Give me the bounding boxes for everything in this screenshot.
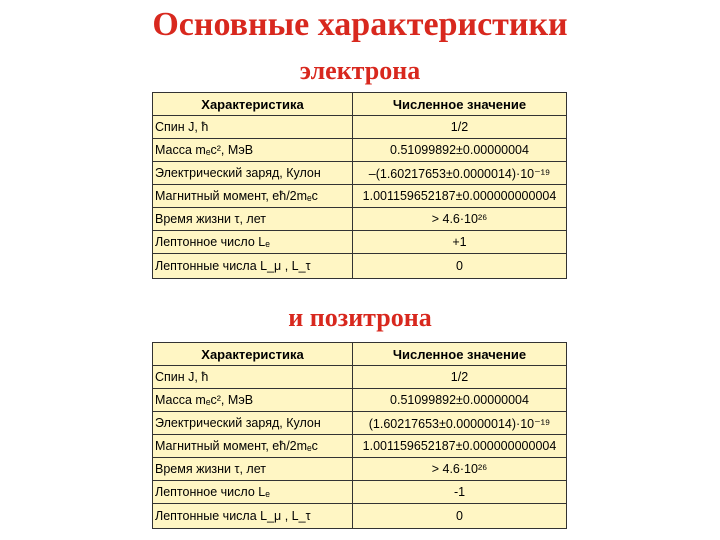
page-title: Основные характеристики xyxy=(152,6,568,43)
row-value: > 4.6·10²⁶ xyxy=(353,208,567,231)
row-value: +1 xyxy=(353,231,567,254)
table-row xyxy=(153,208,567,231)
row-value: –(1.60217653±0.0000014)·10⁻¹⁹ xyxy=(353,162,567,185)
row-value: 0.51099892±0.00000004 xyxy=(353,389,567,412)
row-value: 0 xyxy=(353,254,567,279)
table-row xyxy=(153,389,567,412)
row-value: > 4.6·10²⁶ xyxy=(353,458,567,481)
table-row xyxy=(153,458,567,481)
table-header-row xyxy=(153,93,567,116)
row-label: Масса mₑc², МэВ xyxy=(153,139,353,162)
row-value: 0.51099892±0.00000004 xyxy=(353,139,567,162)
row-value: 1.001159652187±0.000000000004 xyxy=(353,435,567,458)
table-row xyxy=(153,481,567,504)
positron-subtitle: и позитрона xyxy=(288,303,432,332)
table-row xyxy=(153,139,567,162)
table-row xyxy=(153,116,567,139)
table-row xyxy=(153,185,567,208)
row-label: Масса mₑc², МэВ xyxy=(153,389,353,412)
row-value: 1/2 xyxy=(353,366,567,389)
column-header-value: Численное значение xyxy=(353,343,567,366)
row-value: 0 xyxy=(353,504,567,529)
row-label: Магнитный момент, eħ/2mₑc xyxy=(153,435,353,458)
row-label: Лептонные числа L_μ , L_τ xyxy=(153,254,353,279)
row-label: Электрический заряд, Кулон xyxy=(153,162,353,185)
table-row xyxy=(153,162,567,185)
row-value: 1.001159652187±0.000000000004 xyxy=(353,185,567,208)
table-row xyxy=(153,435,567,458)
electron-subtitle: электрона xyxy=(299,56,421,85)
row-label: Спин J, ħ xyxy=(153,116,353,139)
table-row xyxy=(153,412,567,435)
positron-properties-table xyxy=(152,342,567,529)
row-label: Время жизни τ, лет xyxy=(153,208,353,231)
row-value: (1.60217653±0.00000014)·10⁻¹⁹ xyxy=(353,412,567,435)
row-label: Лептонное число Lₑ xyxy=(153,481,353,504)
row-label: Время жизни τ, лет xyxy=(153,458,353,481)
table-header-row xyxy=(153,343,567,366)
column-header-characteristic: Характеристика xyxy=(153,343,353,366)
row-label: Электрический заряд, Кулон xyxy=(153,412,353,435)
row-label: Лептонные числа L_μ , L_τ xyxy=(153,504,353,529)
row-label: Спин J, ħ xyxy=(153,366,353,389)
row-value: -1 xyxy=(353,481,567,504)
row-value: 1/2 xyxy=(353,116,567,139)
column-header-value: Численное значение xyxy=(353,93,567,116)
table-row xyxy=(153,254,567,279)
column-header-characteristic: Характеристика xyxy=(153,93,353,116)
table-row xyxy=(153,504,567,529)
electron-properties-table xyxy=(152,92,567,279)
row-label: Магнитный момент, eħ/2mₑc xyxy=(153,185,353,208)
row-label: Лептонное число Lₑ xyxy=(153,231,353,254)
table-row xyxy=(153,366,567,389)
table-row xyxy=(153,231,567,254)
